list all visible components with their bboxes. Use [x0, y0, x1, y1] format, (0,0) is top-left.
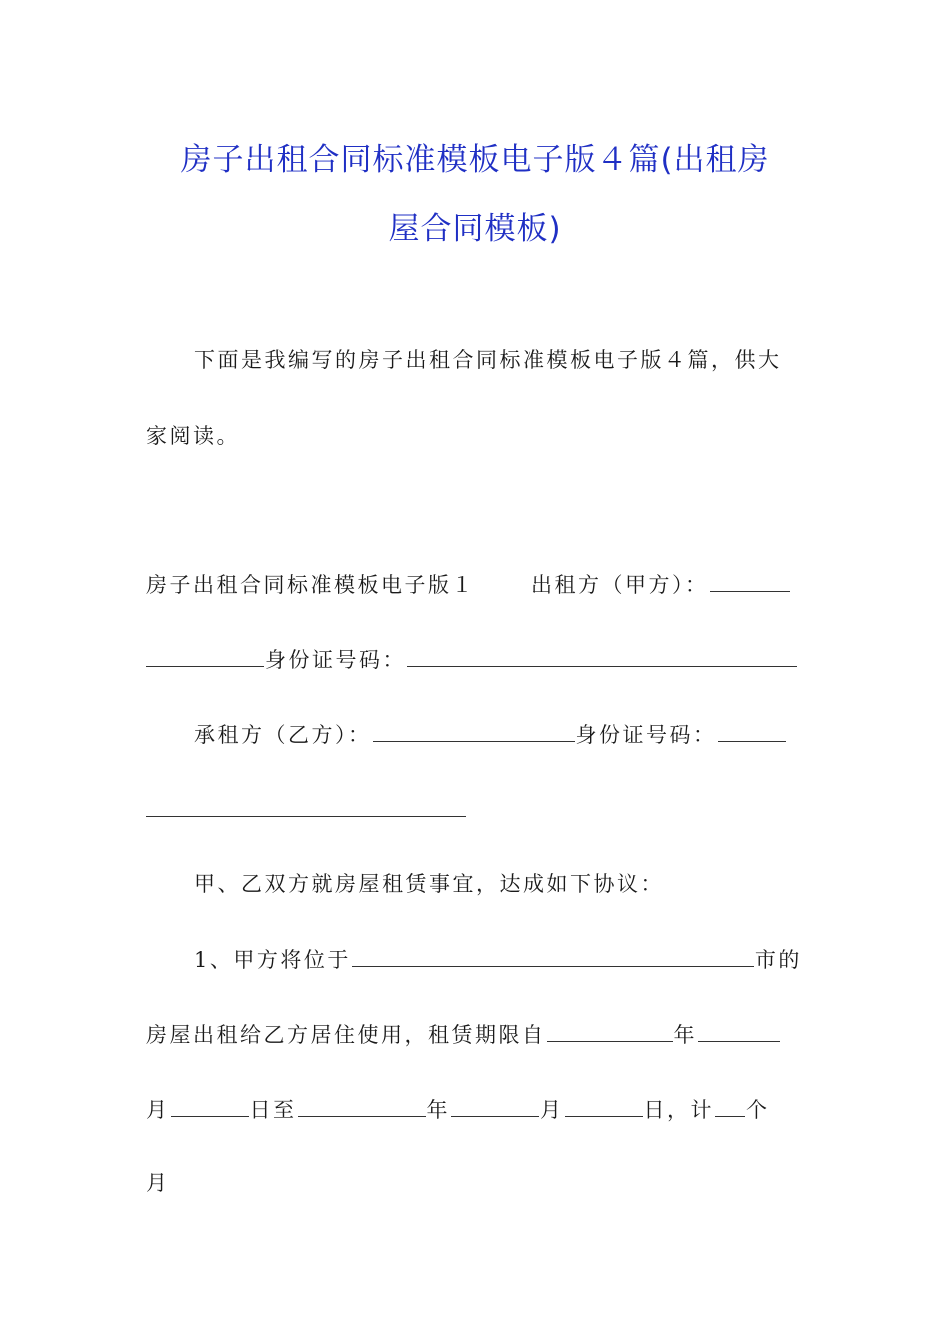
- start-year-label: 年: [673, 1023, 697, 1047]
- lessor-label: 出租方（甲方）：: [531, 573, 709, 597]
- lessor-id-label: 身份证号码：: [265, 648, 406, 672]
- start-day-label: 日至: [249, 1098, 297, 1122]
- end-month-label: 月: [540, 1098, 564, 1122]
- city-blank: [352, 944, 754, 967]
- lessee-id-blank: [718, 719, 786, 742]
- start-year-blank: [547, 1019, 673, 1042]
- lessee-line: [146, 719, 806, 750]
- lessee-name-blank: [373, 719, 575, 742]
- start-day-blank: [171, 1094, 249, 1117]
- end-year-label: 年: [426, 1098, 450, 1122]
- start-month-blank: [698, 1019, 780, 1042]
- months-count-blank: [715, 1094, 745, 1117]
- lessor-id-blank: [407, 644, 797, 667]
- clause-1-line-1: [146, 944, 806, 975]
- lessor-name-blank: [710, 569, 790, 592]
- clause-1-lease-text: 房屋出租给乙方居住使用，租赁期限自: [146, 1023, 546, 1047]
- lessee-id-label: 身份证号码：: [575, 723, 717, 747]
- clause-1-start: 1、甲方将位于: [194, 948, 351, 972]
- intro-line-1: 下面是我编写的房子出租合同标准模板电子版４篇，供大: [194, 348, 782, 372]
- document-title-line-2: 屋合同模板): [388, 211, 562, 247]
- end-day-label: 日，计: [643, 1098, 714, 1122]
- contract-heading-line: [146, 569, 806, 600]
- start-month-label: 月: [146, 1098, 170, 1122]
- lessor-name-blank-continued: [146, 644, 264, 667]
- contract-heading: 房子出租合同标准模板电子版１: [146, 573, 475, 597]
- clause-1-line-4: 月: [146, 1171, 170, 1195]
- intro-line-2: 家阅读。: [146, 424, 240, 448]
- end-month-blank: [451, 1094, 539, 1117]
- end-year-blank: [298, 1094, 426, 1117]
- clause-1-line-3: [146, 1094, 806, 1125]
- clause-1-city-suffix: 市的: [754, 948, 802, 972]
- end-day-blank: [565, 1094, 643, 1117]
- agreement-intro: 甲、乙双方就房屋租赁事宜，达成如下协议：: [194, 872, 664, 896]
- lessee-id-continued-line: [146, 794, 806, 825]
- document-title-line-1: 房子出租合同标准模板电子版４篇(出租房: [180, 142, 770, 178]
- lessor-id-line: [146, 644, 806, 675]
- months-unit-label: 个: [746, 1098, 770, 1122]
- clause-1-line-2: [146, 1019, 806, 1050]
- lessee-label: 承租方（乙方）：: [194, 723, 372, 747]
- lessee-id-blank-continued: [146, 794, 466, 817]
